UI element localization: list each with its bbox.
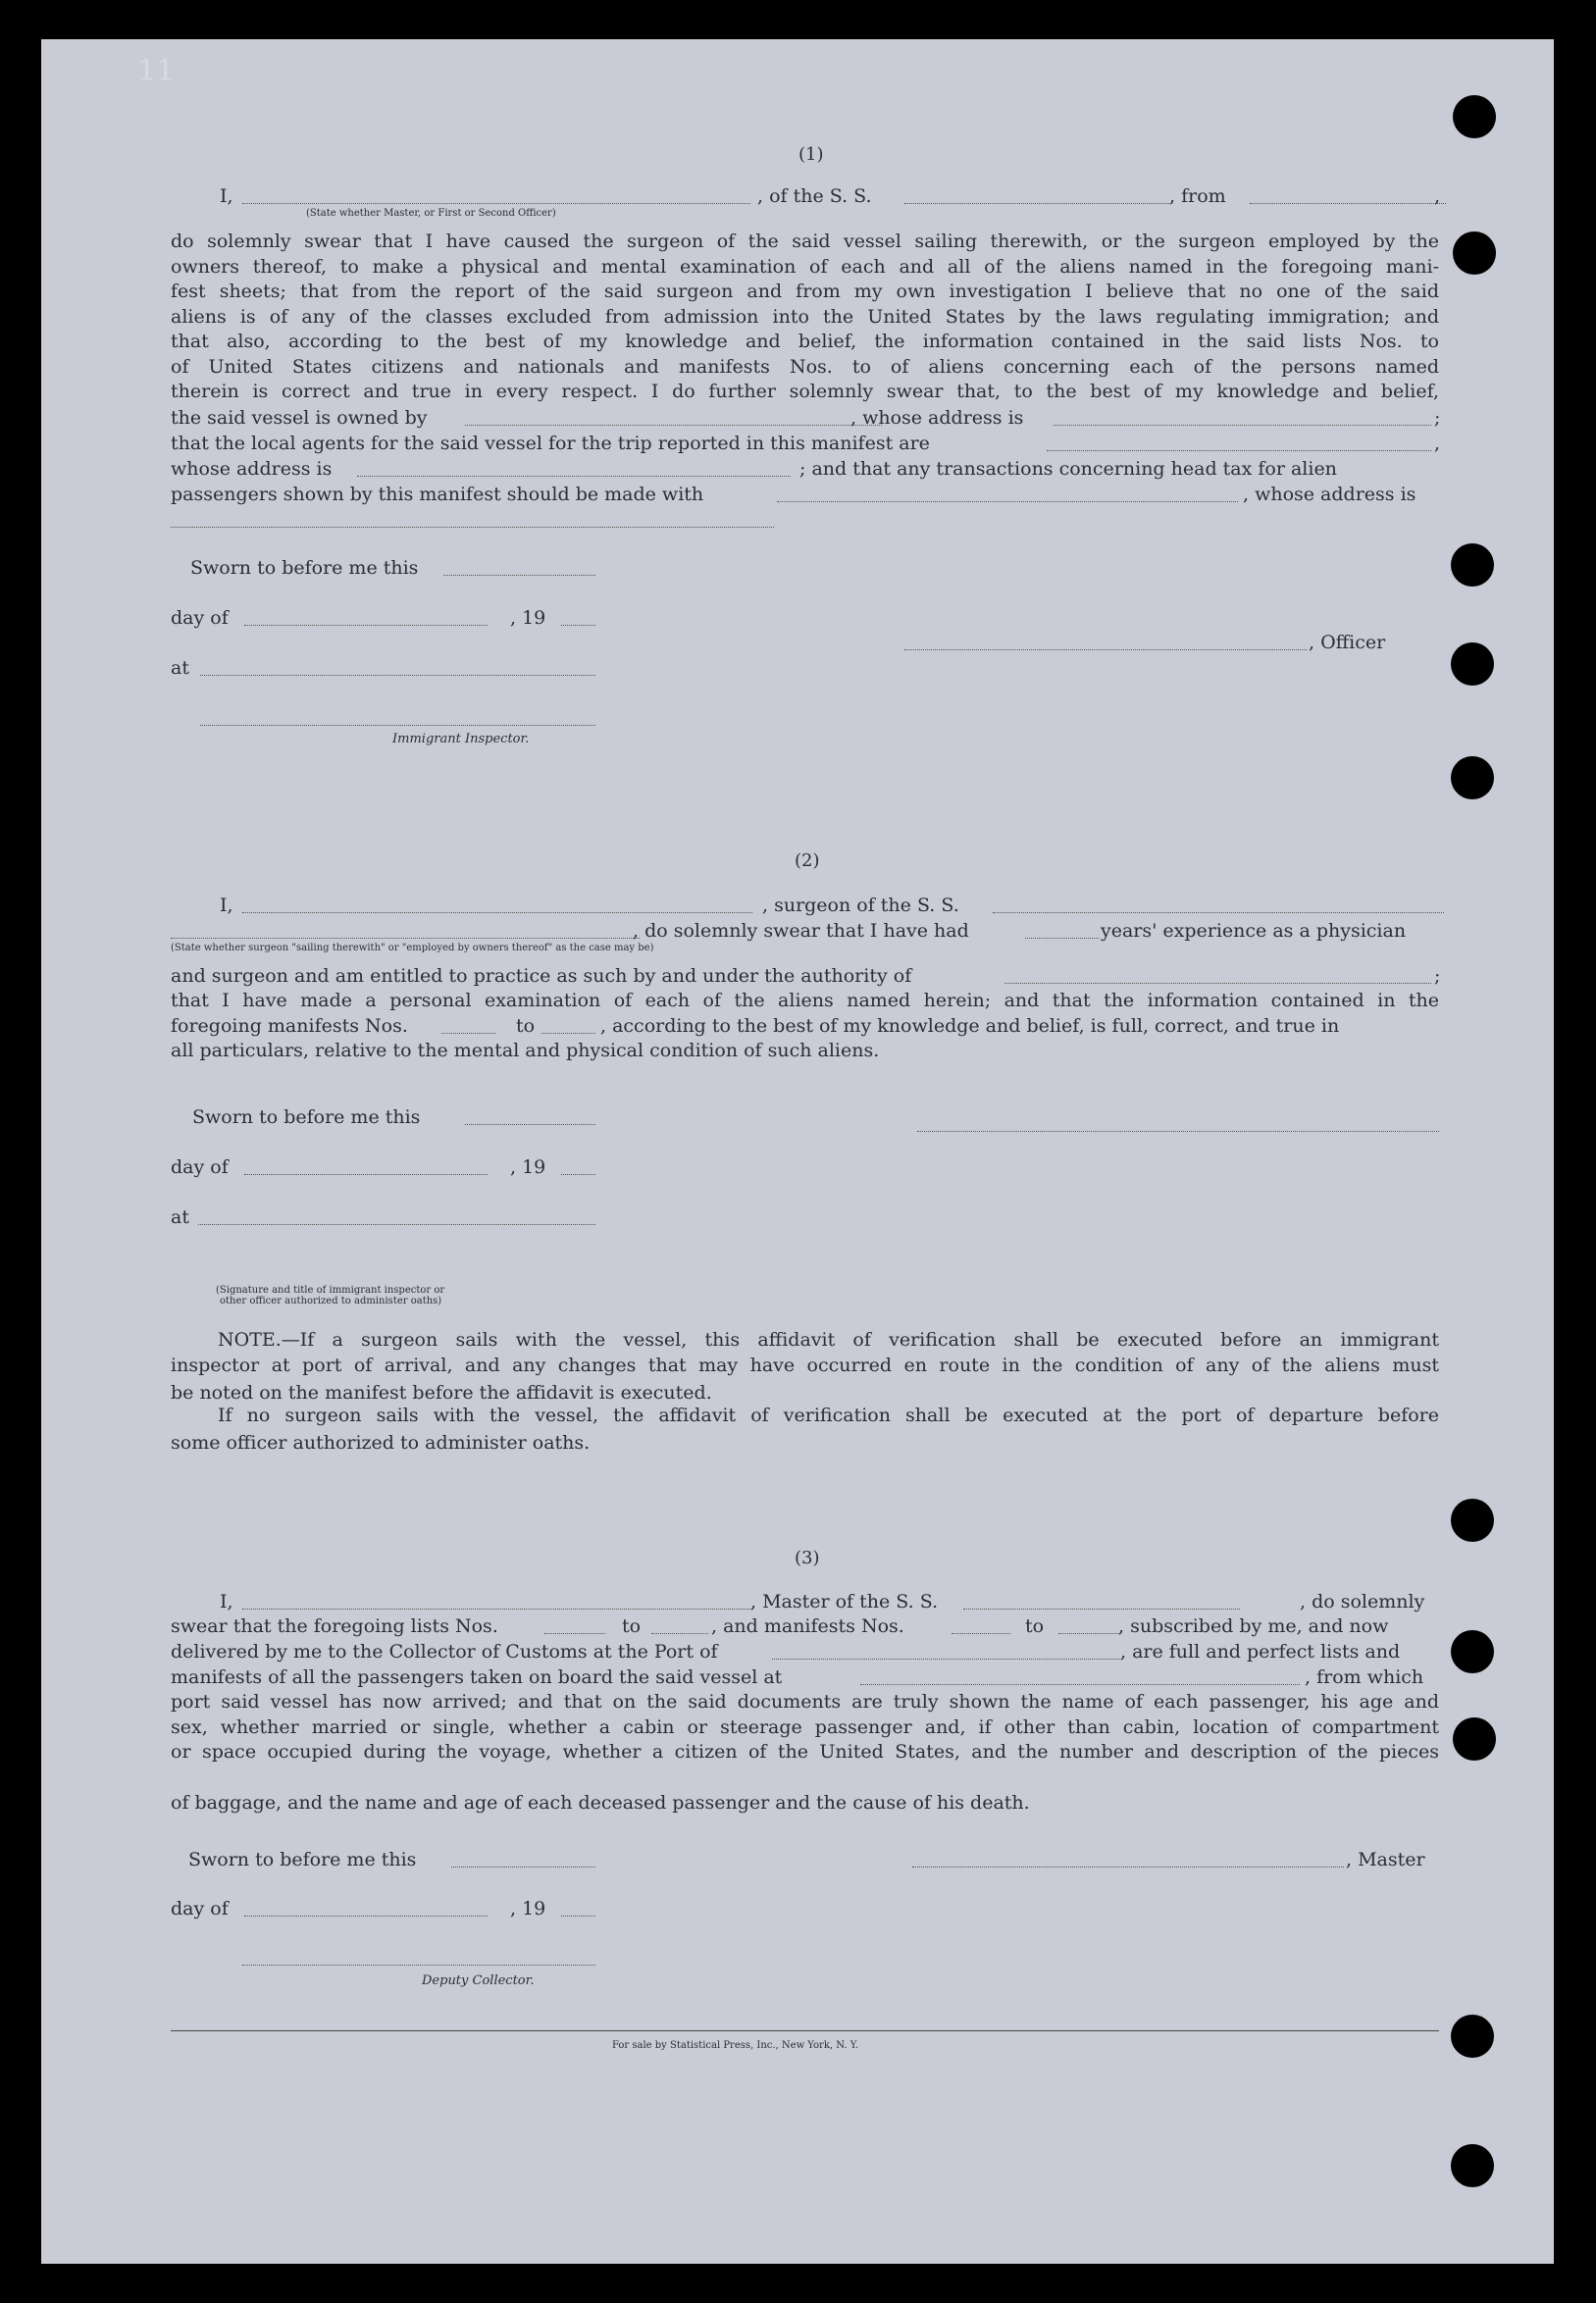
s1-agents-address-field[interactable] — [357, 476, 791, 477]
s3-are-full: , are full and perfect lists and — [1120, 1641, 1401, 1663]
s1-line: that also, according to the best of my knowledge and belief, the information contained in the said lists Nos. to — [171, 331, 1439, 352]
s2-surgeon-of: , surgeon of the S. S. — [762, 895, 959, 916]
s3-subscribed: , subscribed by me, and now — [1118, 1615, 1389, 1637]
binder-hole — [1451, 756, 1494, 799]
s3-sworn-day-field[interactable] — [451, 1867, 595, 1868]
s1-at-field[interactable] — [200, 675, 595, 676]
s1-semicolon: ; — [1434, 407, 1441, 429]
section-1-number: (1) — [798, 144, 824, 165]
s3-month-field[interactable] — [244, 1916, 488, 1917]
s3-line: sex, whether married or single, whether a cabin or steerage passenger and, if other than cabin, location of compartment — [171, 1715, 1439, 1738]
s2-caption-2b: other officer authorized to administer oaths) — [220, 1296, 442, 1306]
s2-note-2-line: If no surgeon sails with the vessel, the affidavit of verification shall be executed at the port of departure before — [218, 1405, 1439, 1426]
s2-ship-field[interactable] — [993, 912, 1444, 913]
s1-year-field[interactable] — [561, 625, 595, 626]
s2-status-field[interactable] — [171, 938, 640, 939]
s3-text — [171, 1690, 1439, 1766]
s2-at: at — [171, 1206, 189, 1228]
s1-comma-2: , — [1434, 433, 1441, 454]
s2-years-field[interactable] — [1025, 938, 1099, 939]
s1-ship-field[interactable] — [904, 203, 1169, 204]
s2-entitled: and surgeon and am entitled to practice as such by and under the authority of — [171, 965, 912, 987]
s2-line: that I have made a personal examination of each of the aliens named herein; and that the information contained in the — [171, 990, 1439, 1011]
s1-line: of United States citizens and nationals and manifests Nos. to of aliens concerning each of the persons named — [171, 355, 1439, 378]
s3-last-line: of baggage, and the name and age of each deceased passenger and the cause of his death. — [171, 1792, 1030, 1814]
s3-delivered: delivered by me to the Collector of Customs at the Port of — [171, 1641, 718, 1663]
binder-hole — [1451, 2015, 1494, 2058]
s3-name-field[interactable] — [242, 1609, 752, 1610]
s1-owner-field[interactable] — [465, 425, 882, 426]
s1-head-tax-address-field[interactable] — [171, 527, 774, 528]
s3-day-of: day of — [171, 1898, 229, 1919]
s2-i: I, — [220, 895, 233, 916]
s1-owned-by: the said vessel is owned by — [171, 407, 428, 429]
s3-manifests-from-field[interactable] — [952, 1633, 1010, 1634]
s2-years: years' experience as a physician — [1101, 920, 1407, 942]
s1-line: owners thereof, to make a physical and mental examination of each and all of the aliens named in the foregoing mani- — [171, 255, 1439, 278]
s3-line: port said vessel has now arrived; and that on the said documents are truly shown the name of each passenger, his age and — [171, 1691, 1439, 1713]
s3-year: , 19 — [510, 1898, 546, 1919]
s2-sworn-day-field[interactable] — [465, 1124, 595, 1125]
s2-manifest-to-field[interactable] — [541, 1033, 595, 1034]
binder-hole — [1451, 642, 1494, 686]
s2-caption: (State whether surgeon "sailing therewith" or "employed by owners thereof" as the case may be) — [171, 943, 654, 953]
s1-from-field[interactable] — [1250, 203, 1446, 204]
s1-immigrant-inspector: Immigrant Inspector. — [392, 732, 530, 746]
s1-head-tax-agent-field[interactable] — [777, 501, 1238, 502]
s1-whose-address-3: , whose address is — [1243, 484, 1416, 505]
s3-do-solemnly: , do solemnly — [1300, 1591, 1425, 1612]
s3-swear-lists: swear that the foregoing lists Nos. — [171, 1615, 498, 1637]
s1-officer-signature-field[interactable] — [904, 649, 1307, 650]
s1-inspector-signature-field[interactable] — [200, 725, 595, 726]
s1-whose-address-2: whose address is — [171, 458, 333, 480]
binder-hole — [1453, 95, 1496, 138]
s2-sworn: Sworn to before me this — [192, 1106, 421, 1128]
footer-rule — [171, 2030, 1439, 2031]
s2-month-field[interactable] — [244, 1174, 488, 1175]
s2-according: , according to the best of my knowledge and belief, is full, correct, and true in — [600, 1015, 1340, 1037]
s1-local-agents: that the local agents for the said vessel for the trip reported in this manifest are — [171, 433, 930, 454]
s2-do-solemnly: , do solemnly swear that I have had — [633, 920, 969, 942]
s1-i: I, — [220, 185, 233, 207]
s1-month-field[interactable] — [244, 625, 488, 626]
s2-surgeon-signature-field[interactable] — [917, 1131, 1439, 1132]
s1-officer-field[interactable] — [242, 203, 750, 204]
s3-year-field[interactable] — [561, 1916, 595, 1917]
binder-hole — [1453, 231, 1496, 275]
s1-line: aliens is of any of the classes excluded from admission into the United States by the laws regulating immigration; and — [171, 305, 1439, 328]
s2-note-2 — [218, 1404, 1439, 1429]
s2-foregoing: foregoing manifests Nos. — [171, 1015, 408, 1037]
s2-to: to — [516, 1015, 536, 1037]
s2-day-of: day of — [171, 1156, 229, 1178]
s3-to: to — [622, 1615, 642, 1637]
s1-owner-address-field[interactable] — [1054, 425, 1431, 426]
s3-master: , Master — [1346, 1849, 1425, 1870]
footer-printer: For sale by Statistical Press, Inc., New York, N. Y. — [612, 2040, 859, 2051]
s1-whose-address: , whose address is — [850, 407, 1024, 429]
s1-from: , from — [1169, 185, 1226, 207]
s2-note-line: inspector at port of arrival, and any changes that may have occurred en route in the condition of any of the aliens must — [171, 1354, 1439, 1376]
s3-to-2: to — [1025, 1615, 1045, 1637]
s3-line: or space occupied during the voyage, whether a citizen of the United States, and the number and description of the pieces — [171, 1741, 1439, 1763]
corner-mark: 11 — [137, 54, 176, 88]
s3-ship-field[interactable] — [963, 1609, 1240, 1610]
binder-hole — [1453, 1717, 1496, 1761]
s1-year: , 19 — [510, 607, 546, 629]
s3-and-manifests: , and manifests Nos. — [711, 1615, 904, 1637]
binder-hole — [1451, 1499, 1494, 1542]
s3-master-signature-field[interactable] — [912, 1867, 1344, 1868]
s1-line: do solemnly swear that I have caused the surgeon of the said vessel sailing therewith, or the surgeon employed by the — [171, 230, 1439, 252]
s1-day-of: day of — [171, 607, 229, 629]
s3-deputy-collector: Deputy Collector. — [422, 1973, 535, 1988]
s3-port-field[interactable] — [772, 1659, 1120, 1660]
form-page — [41, 39, 1554, 2264]
s1-sworn-day-field[interactable] — [443, 575, 595, 576]
s3-i: I, — [220, 1591, 233, 1612]
s3-lists-to-field[interactable] — [651, 1633, 708, 1634]
s2-semicolon: ; — [1434, 965, 1441, 987]
s3-departure-port-field[interactable] — [860, 1684, 1300, 1685]
s2-authority-field[interactable] — [1004, 983, 1431, 984]
s2-year: , 19 — [510, 1156, 546, 1178]
binder-hole — [1451, 543, 1494, 587]
s3-master-of: , Master of the S. S. — [750, 1591, 939, 1612]
s2-note-2-last: some officer authorized to administer oaths. — [171, 1432, 591, 1454]
s3-sworn: Sworn to before me this — [188, 1849, 417, 1870]
s1-line: therein is correct and true in every respect. I do further solemnly swear that, to the best of my knowledge and belief, — [171, 381, 1439, 402]
s1-line: fest sheets; that from the report of the said surgeon and from my own investigation I believe that no one of the said — [171, 281, 1439, 302]
s3-collector-signature-field[interactable] — [242, 1965, 595, 1966]
s3-manifests-to-field[interactable] — [1058, 1633, 1119, 1634]
s1-sworn: Sworn to before me this — [190, 557, 419, 579]
s2-year-field[interactable] — [561, 1174, 595, 1175]
section-2-number: (2) — [795, 850, 820, 871]
s1-passengers: passengers shown by this manifest should be made with — [171, 484, 704, 505]
s2-text — [171, 989, 1439, 1014]
binder-hole — [1451, 2144, 1494, 2187]
s1-of-ss: , of the S. S. — [757, 185, 872, 207]
s2-note-last: be noted on the manifest before the affidavit is executed. — [171, 1382, 712, 1404]
s2-note — [171, 1328, 1439, 1378]
s3-manifests-of: manifests of all the passengers taken on board the said vessel at — [171, 1666, 783, 1688]
s1-officer: , Officer — [1309, 632, 1386, 653]
s2-manifest-from-field[interactable] — [441, 1033, 495, 1034]
s3-from-which: , from which — [1305, 1666, 1424, 1688]
s1-agents-field[interactable] — [1047, 450, 1431, 451]
section-3-number: (3) — [795, 1548, 820, 1568]
s1-comma: , — [1434, 185, 1441, 207]
s2-at-field[interactable] — [198, 1224, 595, 1225]
s1-head-tax: ; and that any transactions concerning head tax for alien — [799, 458, 1337, 480]
s2-all-particulars: all particulars, relative to the mental and physical condition of such aliens. — [171, 1040, 880, 1061]
s2-name-field[interactable] — [242, 912, 752, 913]
s2-note-line: NOTE.—If a surgeon sails with the vessel, this affidavit of verification shall be executed before an immigrant — [218, 1329, 1439, 1351]
binder-hole — [1451, 1630, 1494, 1673]
s3-lists-from-field[interactable] — [544, 1633, 605, 1634]
s1-caption: (State whether Master, or First or Second Officer) — [306, 208, 556, 219]
s1-oath-text — [171, 230, 1439, 405]
s2-caption-2a: (Signature and title of immigrant inspector or — [216, 1285, 445, 1296]
s1-at: at — [171, 657, 189, 679]
